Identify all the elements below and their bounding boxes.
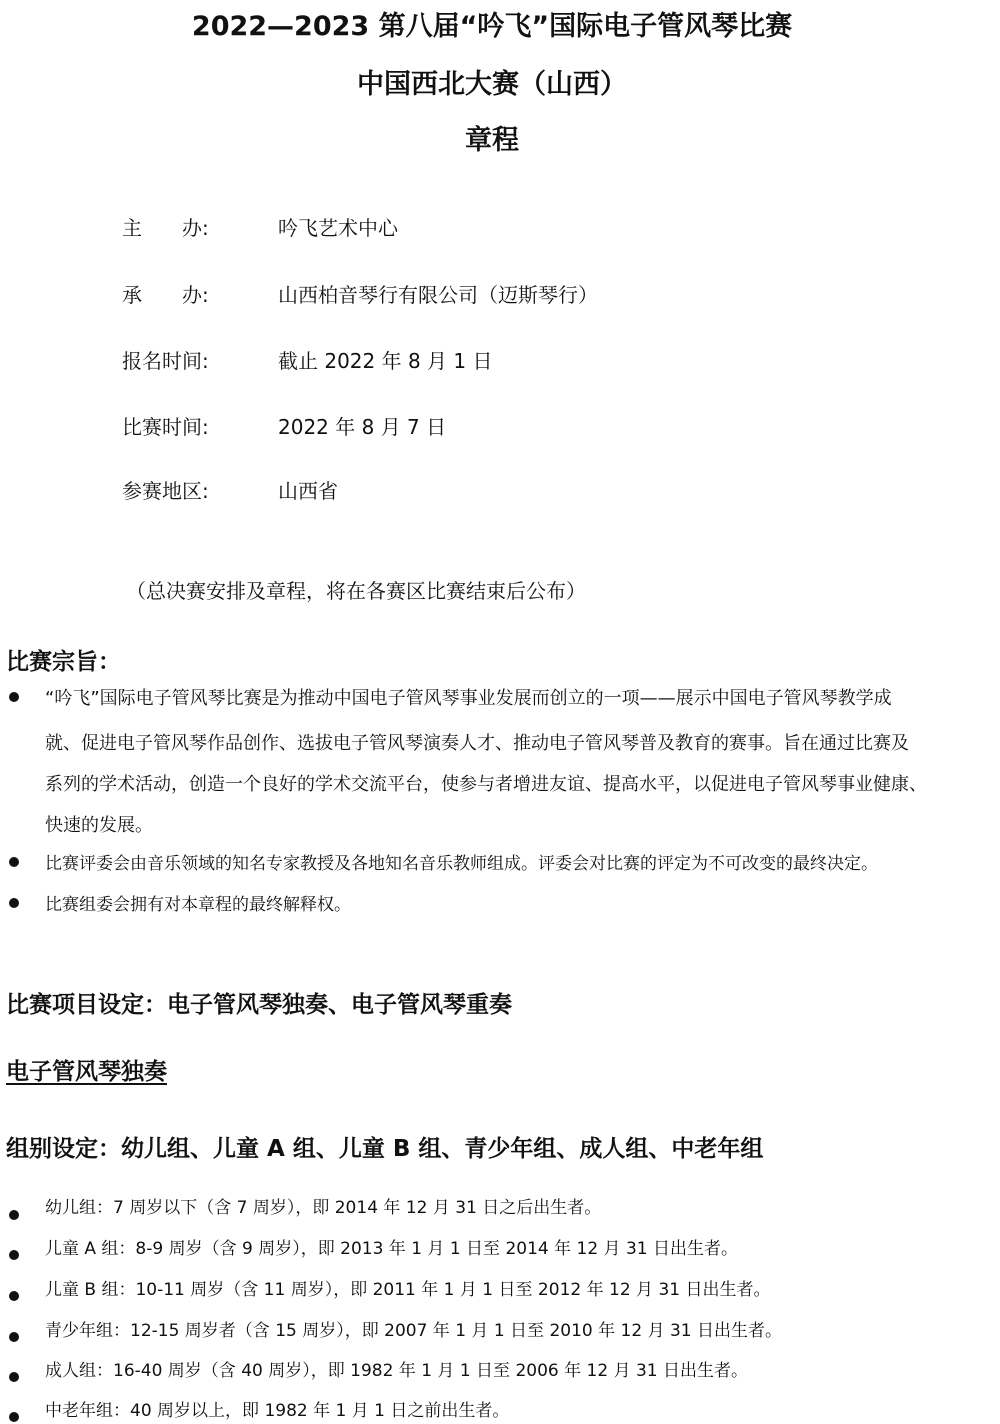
info-label-region: 参赛地区: [122,479,209,503]
group-item-youth: 青少年组：12-15 周岁者（含 15 周岁），即 2007 年 1 月 1 日至 2010 年 12 月 31 日出生者。 [45,1321,783,1341]
group-item-child-b: 儿童 B 组：10-11 周岁（含 11 周岁），即 2011 年 1 月 1 日至 2012 年 12 月 31 日出生者。 [45,1280,771,1300]
purpose-bullet-1-line-3: 系列的学术活动，创造一个良好的学术交流平台，使参与者增进友谊、提高水平，以促进电子管风琴事业健康、 [45,774,927,795]
document-title-line-2: 中国西北大赛（山西） [357,69,627,100]
info-label-organizer: 承 办: [122,283,209,307]
bullet-icon [9,1412,19,1422]
bullet-icon [9,1250,19,1260]
purpose-bullet-3: 比赛组委会拥有对本章程的最终解释权。 [45,895,351,915]
purpose-bullet-1-line-1: “吟飞”国际电子管风琴比赛是为推动中国电子管风琴事业发展而创立的一项——展示中国电子管风琴教学成 [45,688,892,709]
solo-subheading: 电子管风琴独奏 [6,1059,167,1085]
groups-heading: 组别设定：幼儿组、儿童 A 组、儿童 B 组、青少年组、成人组、中老年组 [6,1136,764,1162]
purpose-heading: 比赛宗旨： [6,649,121,675]
events-heading: 比赛项目设定：电子管风琴独奏、电子管风琴重奏 [6,992,512,1018]
info-value-registration: 截止 2022 年 8 月 1 日 [278,349,493,373]
bullet-icon [9,1372,19,1382]
document-title-line-3: 章程 [465,125,519,156]
purpose-bullet-1-line-4: 快速的发展。 [45,815,153,836]
group-item-adult: 成人组：16-40 周岁（含 40 周岁），即 1982 年 1 月 1 日至 2006 年 12 月 31 日出生者。 [45,1361,749,1381]
bullet-icon [9,857,19,867]
info-value-region: 山西省 [278,479,338,503]
bullet-icon [9,1332,19,1342]
info-label-host: 主 办: [122,216,209,240]
info-label-registration: 报名时间: [122,349,209,373]
bullet-icon [9,1291,19,1301]
info-value-host: 吟飞艺术中心 [278,216,398,240]
group-item-senior: 中老年组：40 周岁以上，即 1982 年 1 月 1 日之前出生者。 [45,1401,510,1421]
info-value-competition-date: 2022 年 8 月 7 日 [278,415,447,439]
info-value-organizer: 山西柏音琴行有限公司（迈斯琴行） [278,283,598,307]
bullet-icon [9,898,19,908]
group-item-toddler: 幼儿组：7 周岁以下（含 7 周岁），即 2014 年 12 月 31 日之后出生者。 [45,1198,602,1218]
purpose-bullet-2: 比赛评委会由音乐领域的知名专家教授及各地知名音乐教师组成。评委会对比赛的评定为不可改变的最终决定。 [45,854,878,874]
bullet-icon [9,1210,19,1220]
info-label-competition-date: 比赛时间: [122,415,209,439]
document-title-line-1: 2022—2023 第八届“吟飞”国际电子管风琴比赛 [191,11,793,42]
bullet-icon [9,692,19,702]
group-item-child-a: 儿童 A 组：8-9 周岁（含 9 周岁），即 2013 年 1 月 1 日至 2014 年 12 月 31 日出生者。 [45,1239,738,1259]
final-note: （总决赛安排及章程，将在各赛区比赛结束后公布） [126,579,586,603]
purpose-bullet-1-line-2: 就、促进电子管风琴作品创作、选拔电子管风琴演奏人才、推动电子管风琴普及教育的赛事。旨在通过比赛及 [45,733,909,754]
